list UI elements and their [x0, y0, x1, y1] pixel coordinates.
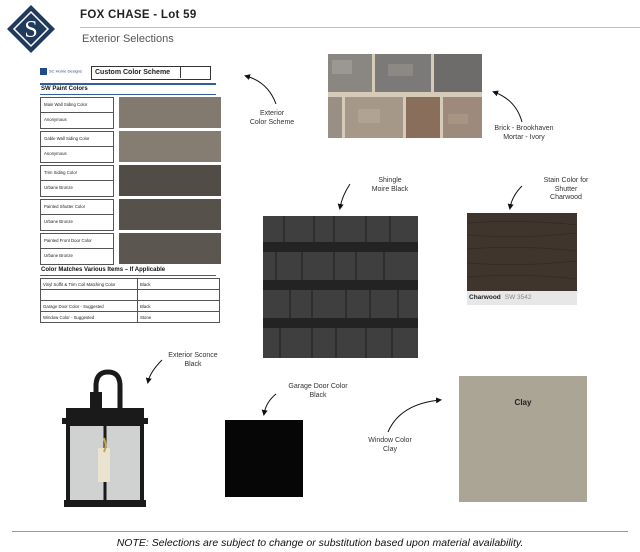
sheet-divider [40, 83, 216, 85]
paint-label: Trim Siding Color [41, 166, 113, 181]
shutter-stain-swatch [467, 213, 577, 305]
page-title: FOX CHASE - Lot 59 [80, 9, 197, 21]
sheet-divider [40, 275, 216, 276]
brick-caption: Brick - Brookhaven Mortar - Ivory [494, 125, 554, 141]
arrow-icon [264, 394, 276, 414]
header-divider [80, 27, 640, 28]
paint-swatch [119, 233, 221, 264]
arrow-icon [510, 186, 522, 208]
color-scheme-sheet [36, 62, 222, 330]
arrow-icon [494, 92, 522, 122]
clay-swatch-label: Clay [514, 398, 532, 407]
table-row [41, 290, 220, 301]
paint-label: Gable Wall Siding Color [41, 132, 113, 147]
arrow-icon [246, 76, 276, 104]
window-caption: Window Color Clay [368, 437, 412, 453]
brick-sample-image [328, 54, 482, 138]
shingle-caption: Shingle Moire Black [371, 177, 409, 193]
sheet-divider [40, 94, 216, 95]
wood-texture [467, 213, 577, 291]
paint-swatch [119, 131, 221, 162]
paint-heading: SW Paint Colors [41, 86, 88, 92]
stain-caption: Stain Color for Shutter Charwood [543, 177, 589, 201]
arrow-icon [388, 400, 440, 432]
table-row: Vinyl Soffit & Trim Coil Matching Color Black [41, 279, 220, 290]
paint-row [40, 233, 216, 264]
footer-divider [12, 531, 628, 532]
paint-row [40, 199, 216, 230]
company-logo [6, 4, 56, 54]
table-row: Garage Door Color - Suggested Black [41, 301, 220, 312]
paint-row [40, 97, 216, 128]
scheme-title: Custom Color Scheme [92, 67, 181, 78]
page-subtitle: Exterior Selections [82, 33, 174, 45]
paint-swatch [119, 199, 221, 230]
paint-value: Anonymous [44, 151, 67, 156]
paint-value: Anonymous [44, 117, 67, 122]
paint-row [40, 131, 216, 162]
paint-swatch [119, 165, 221, 196]
matches-heading: Color Matches Various Items – If Applicable [41, 267, 166, 273]
matches-table [40, 278, 220, 323]
shingle-sample-image [263, 216, 418, 358]
logo-letter: S [24, 17, 38, 43]
swatch-name: Charwood [469, 294, 501, 301]
paint-row [40, 165, 216, 196]
exterior-scheme-caption: Exterior Color Scheme [249, 110, 295, 126]
arrow-icon [340, 184, 350, 208]
sconce-caption: Exterior Sconce Black [168, 352, 218, 368]
exterior-sconce-image [60, 368, 148, 508]
table-row: Window Color - Suggested Stone [41, 312, 220, 323]
paint-value: Urbane Bronze [44, 219, 73, 224]
garage-caption: Garage Door Color Black [288, 383, 348, 399]
paint-value: Urbane Bronze [44, 253, 73, 258]
sheet-brand: SC Home Designs [40, 68, 82, 75]
scheme-title-box [91, 66, 211, 80]
paint-label: Painted Shutter Color [41, 200, 113, 215]
garage-door-swatch [225, 420, 303, 497]
swatch-code: SW 3542 [504, 294, 532, 301]
paint-label: Main Wall Siding Color [41, 98, 113, 113]
swatch-label-bar [467, 291, 577, 305]
paint-value: Urbane Bronze [44, 185, 73, 190]
window-clay-swatch [459, 376, 587, 502]
disclaimer-note: NOTE: Selections are subject to change or substitution based upon material availability. [116, 537, 524, 549]
paint-swatch [119, 97, 221, 128]
brand-mark-icon [40, 68, 47, 75]
paint-label: Painted Front Door Color [41, 234, 113, 249]
